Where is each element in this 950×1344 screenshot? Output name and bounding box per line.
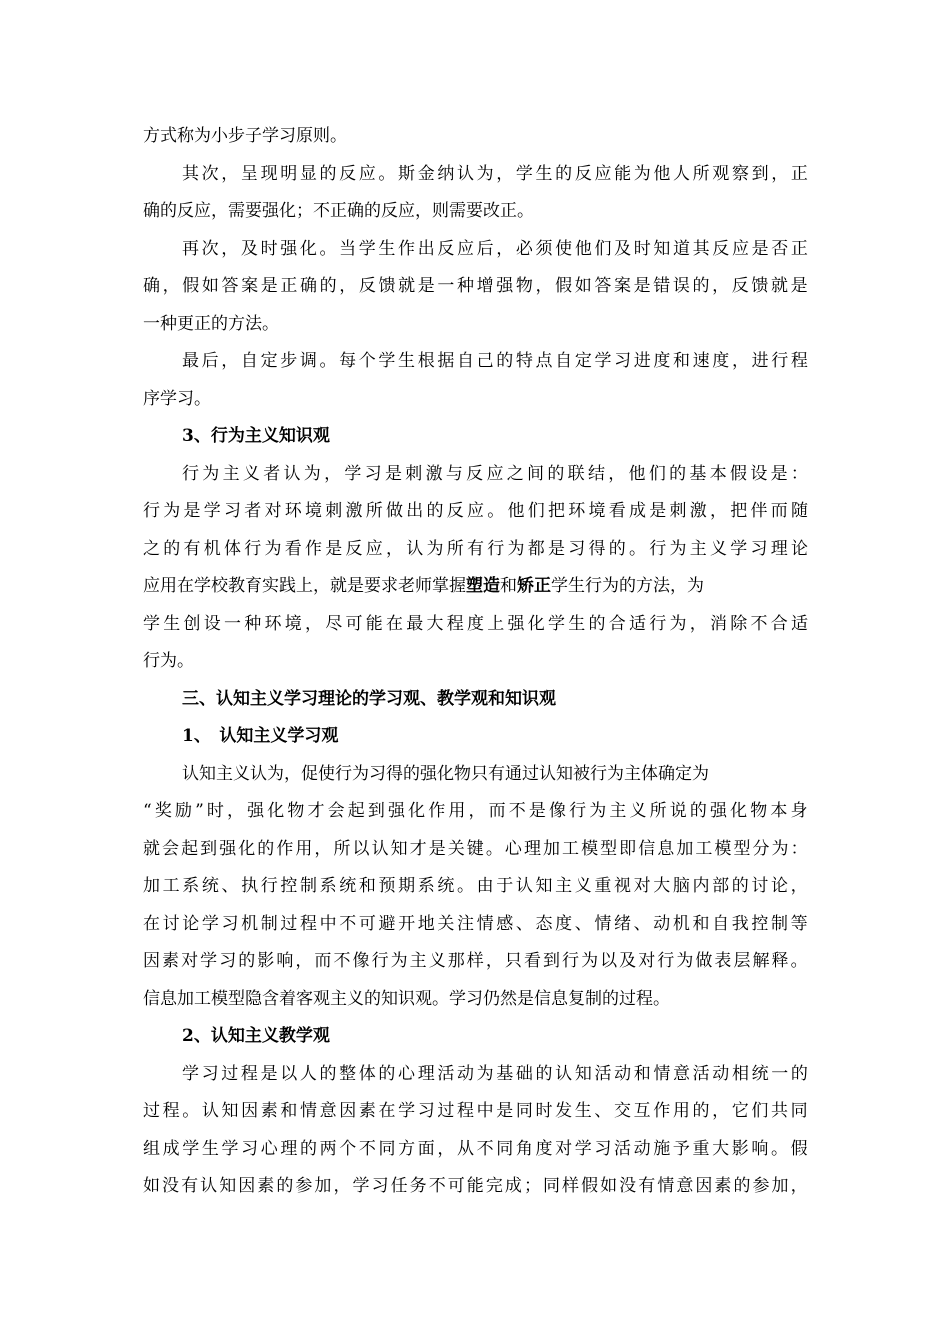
line-text: 就 会 起 到 强 化 的 作 用 ， 所 以 认 知 才 是 关 键 。 心 理 加 工 模 型 即 信 息 加 工 模 型 分 为 ： bbox=[143, 839, 808, 859]
paragraph-line bbox=[143, 493, 808, 529]
line-text: 组 成 学 生 学 习 心 理 的 两 个 不 同 方 面 ， 从 不 同 角 度 对 学 习 活 动 施 予 重 大 影 响 。 假 bbox=[143, 1139, 808, 1159]
paragraph-line bbox=[143, 643, 808, 679]
paragraph-line bbox=[143, 1093, 808, 1129]
line-text: 如 没 有 认 知 因 素 的 参 加 ， 学 习 任 务 不 可 能 完 成 ； 同 样 假 如 没 有 情 意 因 素 的 参 加 ， bbox=[143, 1176, 808, 1196]
line-text: 一种更正的方法。 bbox=[143, 314, 279, 334]
line-text: 信息加工模型隐含着客观主义的知识观。学习仍然是信息复制的过程。 bbox=[143, 989, 670, 1009]
line-text: 学生行为的方法，为 bbox=[551, 576, 704, 596]
paragraph-line bbox=[143, 531, 808, 567]
paragraph-line bbox=[143, 306, 808, 342]
line-text: 和 bbox=[500, 576, 517, 596]
heading-text: 1、 认知主义学习观 bbox=[182, 726, 339, 746]
line-text: 过 程 。 认 知 因 素 和 情 意 因 素 在 学 习 过 程 中 是 同 时 发 生 、 交 互 作 用 的 ， 它 们 共 同 bbox=[143, 1101, 808, 1121]
line-text: 在 讨 论 学 习 机 制 过 程 中 不 可 避 开 地 关 注 情 感 、 态 度 、 情 绪 、 动 机 和 自 我 控 制 等 bbox=[143, 914, 808, 934]
paragraph-line bbox=[143, 606, 808, 642]
paragraph-line bbox=[143, 1168, 808, 1204]
section-heading bbox=[182, 718, 808, 754]
paragraph-line bbox=[182, 1056, 808, 1092]
line-text: 行 为 是 学 习 者 对 环 境 刺 激 所 做 出 的 反 应 。 他 们 把 环 境 看 成 是 刺 激 ， 把 伴 而 随 bbox=[143, 501, 808, 521]
line-text: “ 奖 励 ” 时 ， 强 化 物 才 会 起 到 强 化 作 用 ， 而 不 是 像 行 为 主 义 所 说 的 强 化 物 本 身 bbox=[143, 801, 808, 821]
paragraph-line bbox=[143, 193, 808, 229]
paragraph-line bbox=[143, 381, 808, 417]
paragraph-line bbox=[182, 231, 808, 267]
line-text: 确的反应，需要强化；不正确的反应，则需要改正。 bbox=[143, 201, 534, 221]
line-text: 最 后 ， 自 定 步 调 。 每 个 学 生 根 据 自 己 的 特 点 自 定 学 习 进 度 和 速 度 ， 进 行 程 bbox=[182, 351, 808, 371]
section-heading bbox=[182, 1018, 808, 1054]
line-text: 加 工 系 统 、 执 行 控 制 系 统 和 预 期 系 统 。 由 于 认 知 主 义 重 视 对 大 脑 内 部 的 讨 论 ， bbox=[143, 876, 808, 896]
paragraph-line bbox=[182, 456, 808, 492]
paragraph-line bbox=[143, 868, 808, 904]
section-heading bbox=[182, 681, 808, 717]
paragraph-line bbox=[182, 343, 808, 379]
line-text: 再 次 ， 及 时 强 化 。 当 学 生 作 出 反 应 后 ， 必 须 使 他 们 及 时 知 道 其 反 应 是 否 正 bbox=[182, 239, 808, 259]
heading-text: 2、认知主义教学观 bbox=[182, 1026, 330, 1046]
paragraph-line bbox=[143, 268, 808, 304]
paragraph-line bbox=[143, 906, 808, 942]
line-text: 确 ， 假 如 答 案 是 正 确 的 ， 反 馈 就 是 一 种 增 强 物 ， 假 如 答 案 是 错 误 的 ， 反 馈 就 是 bbox=[143, 276, 808, 296]
line-text: 行 为 主 义 者 认 为 ， 学 习 是 刺 激 与 反 应 之 间 的 联 结 ， 他 们 的 基 本 假 设 是 ： bbox=[182, 464, 808, 484]
heading-text: 三、认知主义学习理论的学习观、教学观和知识观 bbox=[182, 689, 556, 709]
line-text: 其 次 ， 呈 现 明 显 的 反 应 。 斯 金 纳 认 为 ， 学 生 的 反 应 能 为 他 人 所 观 察 到 ， 正 bbox=[182, 164, 808, 184]
emphasis-text: 塑造 bbox=[466, 576, 500, 596]
paragraph-line bbox=[143, 1131, 808, 1167]
line-text: 学 习 过 程 是 以 人 的 整 体 的 心 理 活 动 为 基 础 的 认 知 活 动 和 情 意 活 动 相 统 一 的 bbox=[182, 1064, 808, 1084]
paragraph-line bbox=[143, 793, 808, 829]
paragraph-line bbox=[143, 118, 808, 154]
line-text: 认知主义认为，促使行为习得的强化物只有通过认知被行为主体确定为 bbox=[182, 764, 709, 784]
paragraph-line bbox=[143, 943, 808, 979]
paragraph-line bbox=[143, 831, 808, 867]
line-text: 学 生 创 设 一 种 环 境 ， 尽 可 能 在 最 大 程 度 上 强 化 学 生 的 合 适 行 为 ， 消 除 不 合 适 bbox=[143, 614, 808, 634]
heading-text: 3、行为主义知识观 bbox=[182, 426, 330, 446]
line-text: 之 的 有 机 体 行 为 看 作 是 反 应 ， 认 为 所 有 行 为 都 是 习 得 的 。 行 为 主 义 学 习 理 论 bbox=[143, 539, 808, 559]
emphasis-text: 矫正 bbox=[517, 576, 551, 596]
line-text: 应用在学校教育实践上，就是要求老师掌握 bbox=[143, 576, 466, 596]
paragraph-line bbox=[182, 156, 808, 192]
paragraph-line bbox=[182, 756, 808, 792]
line-text: 行为。 bbox=[143, 651, 194, 671]
line-text: 方式称为小步子学习原则。 bbox=[143, 126, 347, 146]
line-text: 因 素 对 学 习 的 影 响 ， 而 不 像 行 为 主 义 那 样 ， 只 看 到 行 为 以 及 对 行 为 做 表 层 解 释 。 bbox=[143, 951, 808, 971]
paragraph-line bbox=[143, 568, 808, 604]
section-heading bbox=[182, 418, 808, 454]
paragraph-line bbox=[143, 981, 808, 1017]
line-text: 序学习。 bbox=[143, 389, 211, 409]
